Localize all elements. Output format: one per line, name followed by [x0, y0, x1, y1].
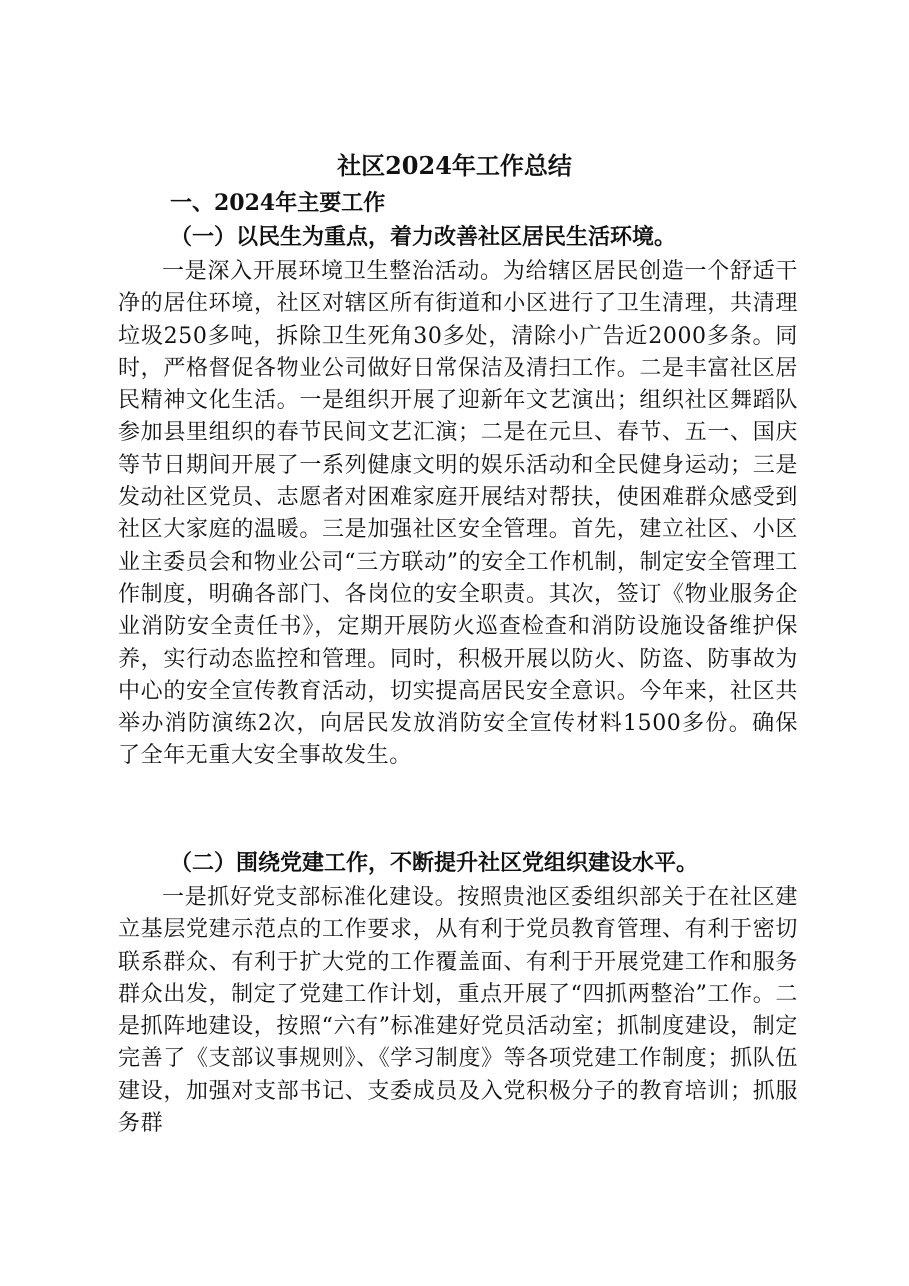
- paragraph-party-building: 一是抓好党支部标准化建设。按照贵池区委组织部关于在社区建立基层党建示范点的工作要求，从有利于党员教育管理、有利于密切联系群众、有利于扩大党的工作覆盖面、有利于开展党建工作和服务群众出发，制定了党建工作计划，重点开展了“四抓两整治”工作。二是抓阵地建设，按照“六有”标准建好党员活动室；抓制度建设，制定完善了《支部议事规则》、《学习制度》等各项党建工作制度；抓队伍建设，加强对支部书记、支委成员及入党积极分子的教育培训；抓服务群: [118, 885, 798, 1137]
- document-title: 社区2024年工作总结: [337, 151, 572, 180]
- subsection-heading-livelihood: （一）以民生为重点，着力改善社区居民生活环境。: [170, 224, 677, 250]
- subsection-heading-party-building: （二）围绕党建工作，不断提升社区党组织建设水平。: [170, 850, 699, 876]
- section-heading-main-work: 一、2024年主要工作: [170, 190, 386, 216]
- paragraph-livelihood: 一是深入开展环境卫生整治活动。为给辖区居民创造一个舒适干净的居住环境，社区对辖区所有街道和小区进行了卫生清理，共清理垃圾250多吨，拆除卫生死角30多处，清除小广告近2000多条。同时，严格督促各物业公司做好日常保洁及清扫工作。二是丰富社区居民精神文化生活。一是组织开展了迎新年文艺演出；组织社区舞蹈队参加县里组织的春节民间文艺汇演；二是在元旦、春节、五一、国庆等节日期间开展了一系列健康文明的娱乐活动和全民健身运动；三是发动社区党员、志愿者对困难家庭开展结对帮扶，使困难群众感受到社区大家庭的温暖。三是加强社区安全管理。首先，建立社区、小区业主委员会和物业公司“三方联动”的安全工作机制，制定安全管理工作制度，明确各部门、各岗位的安全职责。其次，签订《物业服务企业消防安全责任书》，定期开展防火巡查检查和消防设施设备维护保养，实行动态监控和管理。同时，积极开展以防火、防盗、防事故为中心的安全宣传教育活动，切实提高居民安全意识。今年来，社区共举办消防演练2次，向居民发放消防安全宣传材料1500多份。确保了全年无重大安全事故发生。: [118, 259, 798, 769]
